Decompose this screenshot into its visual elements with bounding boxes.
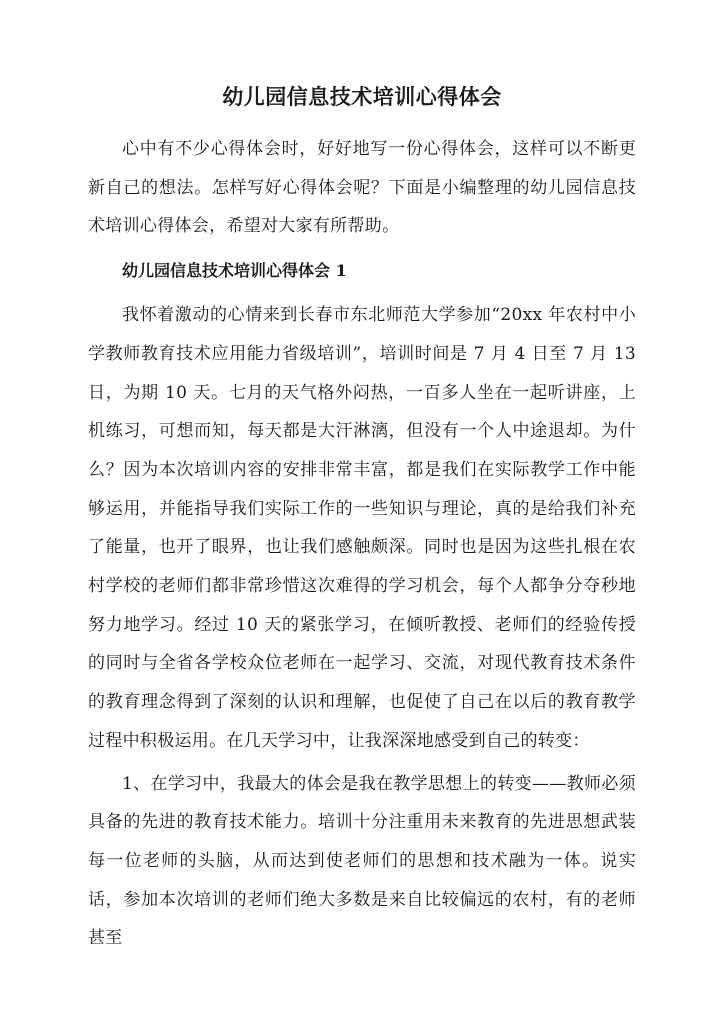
document-title: 幼儿园信息技术培训心得体会 bbox=[222, 84, 502, 109]
intro-paragraph: 心中有不少心得体会时，好好地写一份心得体会，这样可以不断更新自己的想法。怎样写好心得体会呢？下面是小编整理的幼儿园信息技术培训心得体会，希望对大家有所帮助。 bbox=[88, 139, 636, 237]
body-paragraph: 1、在学习中，我最大的体会是我在教学思想上的转变——教师必须具备的先进的教育技术能力。培训十分注重用未来教育的先进思想武装每一位老师的头脑，从而达到使老师们的思想和技术融为一体。说实话，参加本次培训的老师们绝大多数是来自比较偏远的农村，有的老师甚至 bbox=[88, 773, 636, 949]
body-paragraph: 我怀着激动的心情来到长春市东北师范大学参加“20xx 年农村中小学教师教育技术应用能力省级培训”，培训时间是 7 月 4 日至 7 月 13 日，为期 10 天。七月的天气格外闷热，一百多人坐在一起听讲座，上机练习，可想而知，每天都是大汗淋漓，但没有一个人中途退却。为什么？因为本次培训内容的安排非常丰富，都是我们在实际教学工作中能够运用，并能指导我们实际工作的一些知识与理论，真的是给我们补充了能量，也开了眼界，也让我们感触颇深。同时也是因为这些扎根在农村学校的老师们都非常珍惜这次难得的学习机会，每个人都争分夺秒地努力地学习。经过 10 天的紧张学习，在倾听教授、老师们的经验传授的同时与全省各学校众位老师在一起学习、交流，对现代教育技术条件的教育理念得到了深刻的认识和理解，也促使了自己在以后的教育教学过程中积极运用。在几天学习中，让我深深地感受到自己的转变： bbox=[88, 305, 636, 751]
section-heading: 幼儿园信息技术培训心得体会 1 bbox=[122, 261, 347, 281]
document-page bbox=[88, 82, 636, 958]
